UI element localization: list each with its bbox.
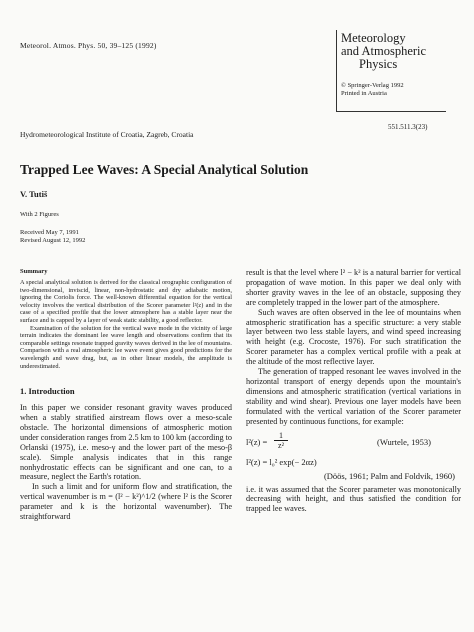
paper-title: Trapped Lee Waves: A Special Analytical Solution: [20, 162, 309, 177]
publisher-copyright: © Springer-Verlag 1992: [341, 82, 404, 89]
equation-reference: (Wurtele, 1953): [377, 436, 431, 447]
summary-section: [20, 268, 232, 370]
body-paragraph: i.e. it was assumed that the Scorer parameter was monotonically decreasing with height, and thus satisfied the condition for trapped lee waves.: [246, 484, 461, 514]
author-name: V. Tutiš: [20, 189, 48, 199]
equation-fraction: [274, 431, 288, 450]
journal-name-line-3: Physics: [359, 57, 398, 71]
right-column: [246, 268, 461, 514]
revised-date: Revised August 12, 1992: [20, 237, 86, 244]
fraction-numerator: 1: [274, 431, 288, 441]
left-column: [20, 268, 232, 522]
classification-code: 551.511.3(23): [388, 123, 428, 131]
introduction-heading: 1. Introduction: [20, 386, 75, 397]
body-paragraph: result is that the level where l² − k² is a natural barrier for vertical propagation of wave motion. In this paper we deal only with shorter gravity waves in the lee of an obstacle, supposing they are completely trapped in the lower part of the atmosphere.: [246, 268, 461, 307]
journal-masthead: [336, 30, 446, 112]
body-paragraph: The generation of trapped resonant lee waves involved in the horizontal transport of energy depends upon the mountain's dimensions and atmospheric stratification (vertical variations in stability and wind shear). Previous one layer models have been formulated with the vertical variation of the Scorer parameter presented by continuous functions, for example:: [246, 367, 461, 426]
body-paragraph: In such a limit and for uniform flow and stratification, the vertical wavenumber is m = (l² − k²)^1/2 (where l² is the Scorer parameter and k is the horizontal wavenumber). The straightforward: [20, 482, 232, 522]
introduction-text: [20, 403, 232, 522]
equation-lhs: l²(z) =: [246, 436, 268, 447]
summary-heading: Summary: [20, 268, 48, 275]
figure-count: With 2 Figures: [20, 211, 59, 218]
summary-paragraph: Examination of the solution for the vertical wave mode in the vicinity of large terrain indicates the dominant lee wave length and observations confirm that its comparable settings resonate trapped gravity waves derived in the lee of mountains. Comparison with a real atmospheric lee wave event gives good predictions for the wavelength and wave drag, but, as in other linear models, the amplitude is underestimated.: [20, 324, 232, 370]
printed-in: Printed in Austria: [341, 90, 387, 97]
journal-name-line-2: and Atmospheric: [341, 44, 427, 58]
journal-citation: Meteorol. Atmos. Phys. 50, 39–125 (1992): [20, 41, 157, 50]
summary-paragraph: A special analytical solution is derived for the classical orographic configuration of two-dimensional, inviscid, linear, non-hydrostatic and dry adiabatic motion, ignoring the Coriolis force. The well-known differential equation for the vertical velocity involves the vertical distribution of the Scorer parameter l²(z) and in the case of a specified profile that the lower atmosphere has a stable layer near the surface and is capped by a layer of weak static stability, a good reflector.: [20, 279, 232, 324]
fraction-denominator: z²: [278, 440, 284, 450]
received-date: Received May 7, 1991: [20, 229, 79, 236]
right-column-text: [246, 268, 461, 427]
equation-reference: (Döös, 1961; Palm and Foldvik, 1960): [323, 470, 455, 481]
author-affiliation: Hydrometeorological Institute of Croatia, Zagreb, Croatia: [20, 130, 194, 139]
body-paragraph: In this paper we consider resonant gravity waves produced when a stably stratified airstream flows over a meso-scale obstacle. The horizontal dimensions of atmospheric motion under consideration ranges from 2.5 km to 100 km (according to Orlanski (1975), i.e. meso-γ and the lower part of the meso-β scale). Simple analysis indicates that in this range nonhydrostatic effects can be significant and one can, to a measure, neglect the Earth's rotation.: [20, 403, 232, 482]
equation-doos: l²(z) = l₀² exp(− 2αz): [246, 456, 317, 467]
dates-block: [20, 229, 85, 245]
journal-name-line-1: Meteorology: [341, 31, 406, 45]
right-column-closing: [246, 485, 461, 515]
equation-wurtele: [246, 430, 461, 451]
body-paragraph: Such waves are often observed in the lee of mountains when atmospheric stratification has a specific structure: a very stable layer between two less stable layers, and wind speed increasing with height (e.g. Crocoste, 1976). For such stratification the Scorer parameter has a complex vertical profile with a peak at the altitude of the most reflective layer.: [246, 307, 461, 367]
